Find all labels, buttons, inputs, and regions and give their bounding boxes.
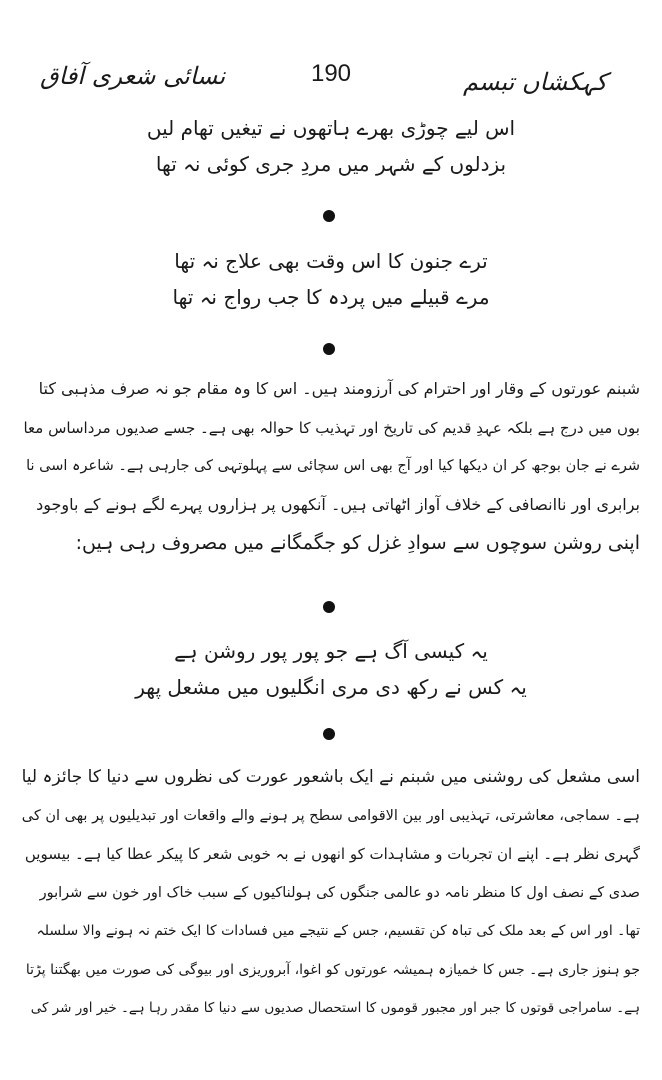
section-separator-dot [323,210,335,222]
verse-line: بزدلوں کے شہر میں مردِ جری کوئی نہ تھا [155,152,507,176]
couplet-1 [0,110,662,182]
book-title: نسائی شعری آفاق [40,62,226,90]
paragraph-line: صدی کے نصف اول کا منظر نامہ دو عالمی جنگوں کی ہولناکیوں کے سبب خاک اور خون سے شرابور [39,884,640,901]
paragraph-line: ہے۔ سماجی، معاشرتی، تہذیبی اور بین الاقوامی سطح پر ہونے والے واقعات اور تبدیلیوں پر بھی ان کی [22,807,640,824]
paragraph-1 [22,370,640,563]
paragraph-line: جو ہنوز جاری ہے۔ جس کا خمیازہ ہمیشہ عورتوں کو اغوا، آبروریزی اور بیوگی کی صورت میں بھگتنا پڑتا [25,961,640,978]
couplet-2 [0,243,662,315]
paragraph-line: ہے۔ سامراجی قوتوں کا جبر اور مجبور قوموں کا استحصال صدیوں سے دنیا کا مقدر رہا ہے۔ خیر اور شر کی [30,1000,640,1016]
verse-line: یہ کس نے رکھ دی مری انگلیوں میں مشعل پھر [135,675,527,699]
verse-line: ترے جنون کا اس وقت بھی علاج نہ تھا [174,249,488,273]
paragraph-line: برابری اور ناانصافی کے خلاف آواز اٹھاتی ہیں۔ آنکھوں پر ہزاروں پہرے لگے ہونے کے باوجود [36,494,640,514]
page-number: 190 [310,60,352,87]
section-separator-dot [323,728,335,740]
section-separator-dot [323,343,335,355]
paragraph-line: شرے نے جان بوجھ کر ان دیکھا کیا اور آج بھی اس سچائی سے پہلوتہی کی جارہی ہے۔ شاعرہ اسی نا [26,458,640,474]
paragraph-line: اپنی روشن سوچوں سے سوادِ غزل کو جگمگانے میں مصروف رہی ہیں: [75,532,640,554]
section-separator-dot [323,601,335,613]
paragraph-line: اسی مشعل کی روشنی میں شبنم نے ایک باشعور عورت کی نظروں سے دنیا کا جائزہ لیا [22,767,640,787]
author-name: کہکشاں تبسم [462,68,607,96]
couplet-3 [0,633,662,705]
paragraph-line: تھا۔ اور اس کے بعد ملک کی تباہ کن تقسیم، جس کے نتیجے میں فسادات کا ایک ختم نہ ہونے والا سلسلہ [36,923,640,939]
paragraph-line: گہری نظر ہے۔ اپنے ان تجربات و مشاہدات کو انھوں نے بہ خوبی شعر کا پیکر عطا کیا ہے۔ بیسویں [24,845,640,863]
paragraph-line: بوں میں درج ہے بلکہ عہدِ قدیم کی تاریخ اور تہذیب کا حوالہ بھی ہے۔ جسے صدیوں مرداساس معا [23,418,640,437]
verse-line: اس لیے چوڑی بھرے ہاتھوں نے تیغیں تھام لیں [146,116,516,140]
verse-line: مرے قبیلے میں پردہ کا جب رواج نہ تھا [172,285,490,309]
page-header [30,60,632,100]
paragraph-2 [22,758,640,1028]
paragraph-line: شبنم عورتوں کے وقار اور احترام کی آرزومند ہیں۔ اس کا وہ مقام جو نہ صرف مذہبی کتا [38,379,640,398]
verse-line: یہ کیسی آگ ہے جو پور پور روشن ہے [174,639,488,663]
